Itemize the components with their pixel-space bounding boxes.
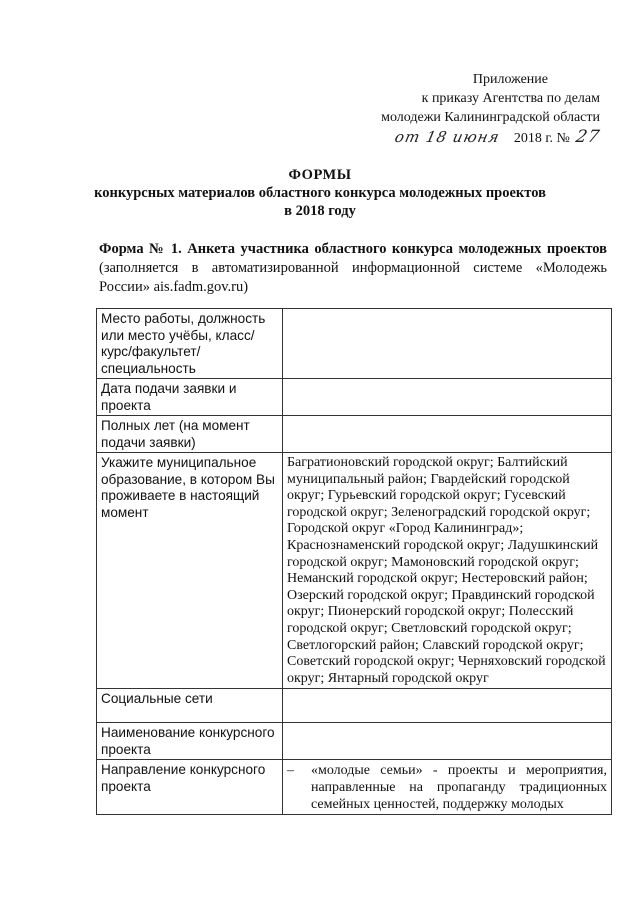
form-intro xyxy=(99,240,607,297)
row-value xyxy=(283,416,612,453)
row-value xyxy=(283,689,612,723)
row-label: Место работы, должность или место учёбы, класс/курс/факультет/ специальность xyxy=(97,309,283,379)
row-label: Дата подачи заявки и проекта xyxy=(97,379,283,416)
table-row xyxy=(97,723,612,760)
forms-heading xyxy=(60,166,580,220)
row-value xyxy=(283,379,612,416)
table-row xyxy=(97,453,612,689)
appendix-block xyxy=(381,70,603,148)
questionnaire-table xyxy=(96,308,612,815)
table-row xyxy=(97,416,612,453)
heading-title: ФОРМЫ xyxy=(288,167,352,183)
row-label: Наименование конкурсного проекта xyxy=(97,723,283,760)
appendix-title: Приложение xyxy=(472,72,548,87)
direction-item xyxy=(287,762,607,813)
handwritten-number: 27 xyxy=(574,127,603,147)
row-label: Социальные сети xyxy=(97,689,283,723)
form-intro-title: Форма № 1. Анкета участника областного конкурса молодежных проектов xyxy=(99,241,607,257)
direction-text: «молодые семьи» - проекты и мероприятия, направленные на пропаганду традиционных семейных ценностей, поддержку молодых xyxy=(311,763,607,813)
list-dash: – xyxy=(287,763,294,779)
table-row xyxy=(97,379,612,416)
form-intro-note: (заполняется в автоматизированной информационной системе «Молодежь России» ais.fadm.gov.ru) xyxy=(99,260,607,295)
row-label: Направление конкурсного проекта xyxy=(97,760,283,815)
appendix-agency-line: молодежи Калининградской области xyxy=(381,110,600,125)
handwritten-date: от 18 июня xyxy=(393,128,502,146)
heading-subtitle: конкурсных материалов областного конкурса молодежных проектов xyxy=(94,185,546,201)
direction-cell xyxy=(283,760,612,815)
table-row xyxy=(97,689,612,723)
row-label: Укажите муниципальное образование, в котором Вы проживаете в настоящий момент xyxy=(97,453,283,689)
table-row xyxy=(97,760,612,815)
row-value xyxy=(283,723,612,760)
municipality-list: Багратионовский городской округ; Балтийский муниципальный район; Гвардейский городской округ; Гурьевский городской округ; Гусевский городской округ; Зеленоградский городской округ; Городской округ «Город Калининград»; Краснознаменский городской округ; Ладушкинский городской округ; Мамоновский городской округ; Неманский городской округ; Нестеровский район; Озерский городской округ; Правдинский городской округ; Пионерский городской округ; Полесский городской округ; Светловский городской округ; Светлогорский район; Славский городской округ; Советский городской округ; Черняховский городской округ; Янтарный городской округ xyxy=(283,453,612,689)
row-label: Полных лет (на момент подачи заявки) xyxy=(97,416,283,453)
row-value xyxy=(283,309,612,379)
appendix-date-line xyxy=(381,127,603,148)
table-row xyxy=(97,309,612,379)
heading-year: в 2018 году xyxy=(284,203,356,219)
appendix-order-line: к приказу Агентства по делам xyxy=(421,91,600,106)
date-year: 2018 г. № xyxy=(513,131,570,146)
